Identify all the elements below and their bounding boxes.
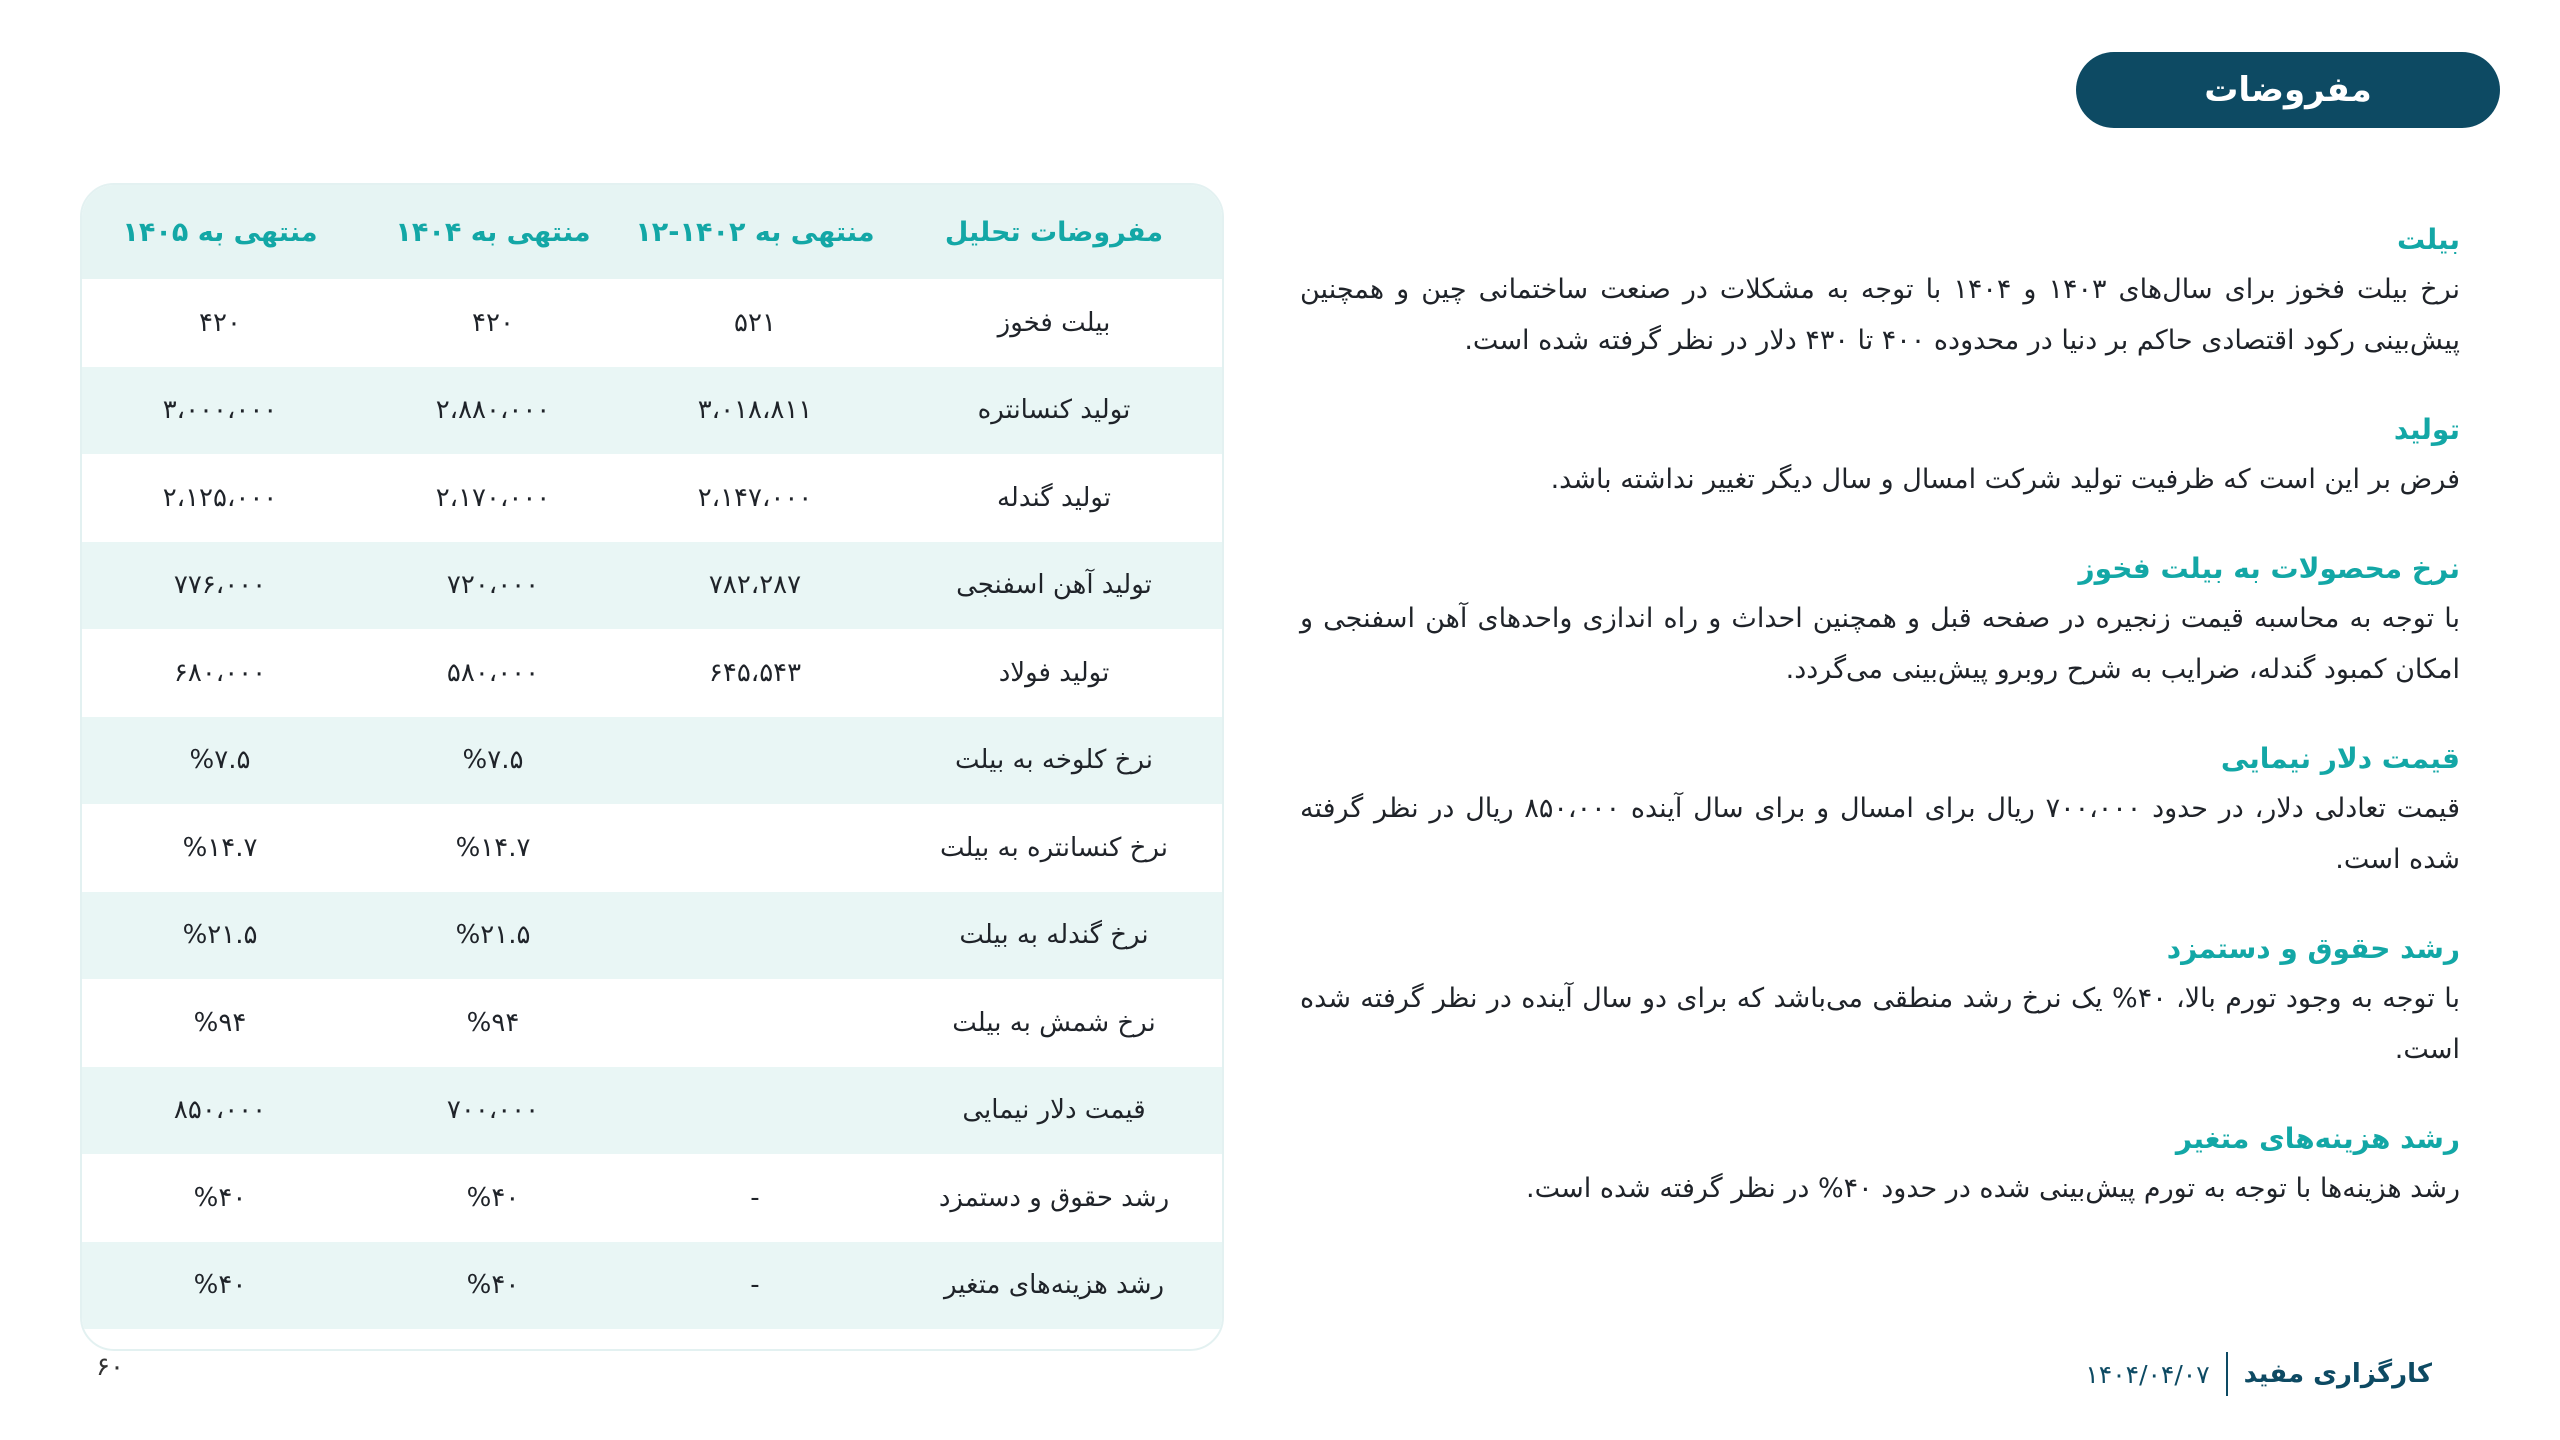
section-text: فرض بر این است که ظرفیت تولید شرکت امسال و سال دیگر تغییر نداشته باشد.: [1550, 464, 2460, 495]
table-row: [80, 1242, 1222, 1330]
table-cell: ۷۸۲،۲۸۷: [708, 570, 802, 601]
table-cell: ۵۲۱: [734, 307, 776, 338]
table-cell: ۶۴۵،۵۴۳: [708, 657, 802, 688]
table-cell: -: [750, 1270, 760, 1301]
column-header: منتهی به ۱۴۰۵: [122, 216, 318, 248]
row-label: بیلت فخوز: [997, 307, 1111, 338]
section-heading: قیمت دلار نیمایی: [2220, 742, 2460, 775]
table-cell: ۸۵۰،۰۰۰: [173, 1095, 267, 1126]
table-row: [80, 979, 1222, 1067]
section-wage-growth: [1300, 927, 2460, 1075]
section-heading: رشد هزینه‌های متغیر: [2175, 1122, 2460, 1155]
footer-divider: [2226, 1352, 2228, 1396]
table-row: [80, 629, 1222, 717]
row-label: نرخ گندله به بیلت: [959, 920, 1149, 951]
table-cell: ۲،۱۲۵،۰۰۰: [162, 482, 278, 513]
assumptions-table: [80, 185, 1222, 1329]
table-row: [80, 279, 1222, 367]
section-heading: نرخ محصولات به بیلت فخوز: [2078, 552, 2460, 585]
column-header: منتهی به ۱۴۰۴: [395, 216, 591, 248]
section-text: قیمت تعادلی دلار، در حدود ۷۰۰،۰۰۰ ریال برای امسال و برای سال آینده ۸۵۰،۰۰۰ ریال در نظر گرفته شده است.: [1300, 793, 2460, 875]
table-cell: ۲،۱۷۰،۰۰۰: [435, 482, 551, 513]
page-title: مفروضات: [2204, 70, 2372, 110]
section-text: با توجه به وجود تورم بالا، ۴۰% یک نرخ رشد منطقی می‌باشد که برای دو سال آینده در نظر گرفته شده است.: [1300, 983, 2460, 1065]
table-cell: %۷.۵: [189, 745, 251, 776]
table-cell: %۴۰: [466, 1270, 520, 1301]
table-cell: %۹۴: [466, 1007, 520, 1038]
table-cell: ۷۷۶،۰۰۰: [173, 570, 267, 601]
row-label: قیمت دلار نیمایی: [962, 1095, 1146, 1126]
row-label: تولید گندله: [996, 482, 1112, 513]
section-dollar-rate: [1300, 737, 2460, 885]
assumptions-text-column: [1300, 218, 2460, 1256]
table-cell: ۳،۰۱۸،۸۱۱: [697, 395, 813, 426]
table-cell: %۹۴: [193, 1007, 247, 1038]
row-label: نرخ کنسانتره به بیلت: [940, 832, 1168, 863]
section-heading: رشد حقوق و دستمزد: [2166, 932, 2460, 965]
table-cell: [624, 804, 886, 892]
row-label: تولید آهن اسفنجی: [956, 570, 1152, 601]
table-cell: [624, 892, 886, 980]
table-row: [80, 454, 1222, 542]
table-cell: ۲،۱۴۷،۰۰۰: [697, 482, 813, 513]
section-product-rates: [1300, 547, 2460, 695]
table-cell: %۴۰: [466, 1182, 520, 1213]
section-text: با توجه به محاسبه قیمت زنجیره در صفحه قبل و همچنین احداث و راه اندازی واحدهای آهن اسفنجی و امکان کمبود گندله، ضرایب به شرح روبرو پیش‌بینی می‌گردد.: [1300, 603, 2460, 685]
table-cell: ۷۰۰،۰۰۰: [446, 1095, 540, 1126]
table-row: [80, 1154, 1222, 1242]
row-label: تولید کنسانتره: [977, 395, 1131, 426]
table-cell: ۴۲۰: [199, 307, 241, 338]
table-cell: %۱۴.۷: [455, 832, 531, 863]
table-cell: [624, 979, 886, 1067]
table-cell: ۲،۸۸۰،۰۰۰: [435, 395, 551, 426]
table-cell: [624, 717, 886, 805]
table-cell: ۵۸۰،۰۰۰: [446, 657, 540, 688]
table-row: [80, 892, 1222, 980]
assumptions-table-card: [80, 183, 1224, 1351]
table-row: [80, 804, 1222, 892]
table-cell: %۴۰: [193, 1182, 247, 1213]
table-cell: ۴۲۰: [472, 307, 514, 338]
table-cell: [624, 1067, 886, 1155]
section-text: نرخ بیلت فخوز برای سال‌های ۱۴۰۳ و ۱۴۰۴ با توجه به مشکلات در صنعت ساختمانی چین و همچنین پیش‌بینی رکود اقتصادی حاکم بر دنیا در محدوده ۴۰۰ تا ۴۳۰ دلار در نظر گرفته شده است.: [1300, 274, 2460, 356]
table-row: [80, 1067, 1222, 1155]
table-row: [80, 717, 1222, 805]
section-heading: تولید: [2393, 413, 2460, 446]
page-title-pill: [2076, 52, 2500, 128]
column-header: مفروضات تحلیل: [944, 216, 1164, 248]
column-header: منتهی به ۱۴۰۲-۱۲: [635, 216, 875, 248]
section-heading: بیلت: [2396, 223, 2460, 256]
table-cell: %۲۱.۵: [455, 920, 531, 951]
section-production: [1300, 408, 2460, 505]
table-cell: %۲۱.۵: [182, 920, 258, 951]
row-label: نرخ کلوخه به بیلت: [955, 745, 1153, 776]
row-label: رشد هزینه‌های متغیر: [943, 1270, 1165, 1301]
brand-name: کارگزاری مفید: [2243, 1359, 2432, 1389]
report-date: ۱۴۰۴/۰۴/۰۷: [2085, 1359, 2210, 1389]
table-cell: %۱۴.۷: [182, 832, 258, 863]
table-cell: -: [750, 1182, 760, 1213]
page-number: ۶۰: [96, 1352, 124, 1382]
row-label: رشد حقوق و دستمزد: [938, 1182, 1170, 1213]
section-variable-cost-growth: [1300, 1117, 2460, 1214]
table-row: [80, 542, 1222, 630]
table-row: [80, 367, 1222, 455]
section-billet: [1300, 218, 2460, 366]
table-cell: %۷.۵: [462, 745, 524, 776]
section-text: رشد هزینه‌ها با توجه به تورم پیش‌بینی شده در حدود ۴۰% در نظر گرفته شده است.: [1526, 1173, 2460, 1204]
table-cell: ۷۲۰،۰۰۰: [446, 570, 540, 601]
row-label: تولید فولاد: [998, 657, 1110, 688]
table-cell: ۳،۰۰۰،۰۰۰: [162, 395, 278, 426]
table-cell: %۴۰: [193, 1270, 247, 1301]
row-label: نرخ شمش به بیلت: [952, 1007, 1156, 1038]
table-header-row: [80, 185, 1222, 279]
table-cell: ۶۸۰،۰۰۰: [173, 657, 267, 688]
footer-brand-block: [2085, 1352, 2432, 1396]
